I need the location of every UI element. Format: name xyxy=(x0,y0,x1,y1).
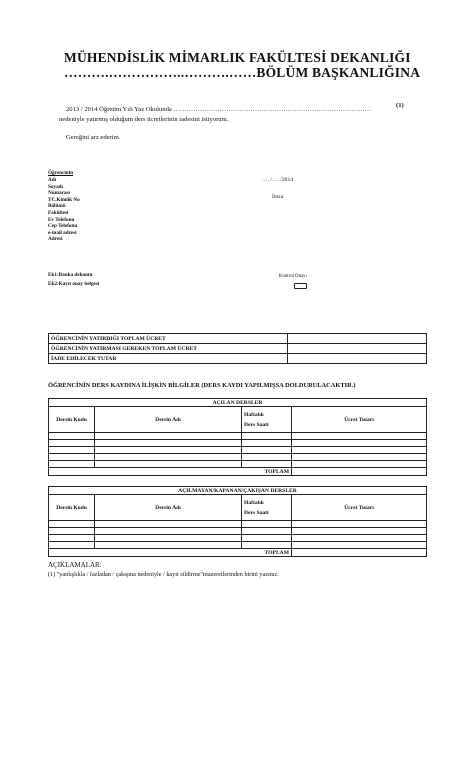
table-cell[interactable] xyxy=(49,521,95,528)
table-cell[interactable] xyxy=(242,528,292,535)
table-cell[interactable] xyxy=(292,528,427,535)
closed-courses-table xyxy=(48,486,427,557)
petition-line-1: 2013 / 2014 Öğretim Yılı Yaz Okulunda ……………………………………………………………………………… xyxy=(66,106,372,113)
summary-label-required: ÖĞRENCİNİN YATIRMASI GEREKEN TOPLAM ÜCRET xyxy=(49,344,288,354)
signature-label: İmza xyxy=(272,194,284,200)
col-header-hours xyxy=(242,407,292,433)
table-cell[interactable] xyxy=(95,528,242,535)
field-label-address: Adresi xyxy=(48,236,63,243)
closed-total-label: TOPLAM xyxy=(49,549,292,557)
table-row xyxy=(49,468,427,476)
summary-value-cell[interactable] xyxy=(288,334,427,344)
table-cell[interactable] xyxy=(49,454,95,461)
table-cell[interactable] xyxy=(242,433,292,440)
opened-total-label: TOPLAM xyxy=(49,468,292,476)
attachment-2: Ek2:Kayıt onay belgesi xyxy=(48,281,100,287)
table-cell[interactable] xyxy=(49,542,95,549)
col-header-hours-line-1: Haftalık xyxy=(244,411,264,418)
table-row xyxy=(49,454,427,461)
table-cell[interactable] xyxy=(49,461,95,468)
table-row xyxy=(49,487,427,495)
opened-courses-title: AÇILAN DERSLER xyxy=(49,399,427,407)
table-cell[interactable] xyxy=(292,535,427,542)
table-cell[interactable] xyxy=(242,542,292,549)
table-row xyxy=(49,334,427,344)
attachment-1: Ek1:Banka dekontu xyxy=(48,272,93,278)
field-label-mobile-phone: Cep Telefonu xyxy=(48,223,78,230)
field-label-faculty: Fakültesi xyxy=(48,209,69,216)
table-cell[interactable] xyxy=(242,521,292,528)
summary-label-paid: ÖĞRENCİNİN YATIRDIĞI TOPLAM ÜCRET xyxy=(49,334,288,344)
notes-line-1: (1) "yanlışlıkla / fazladan / çakışma nedeniyle / kayıt sildirme"mazeretlerinden birini yazınız. xyxy=(48,571,279,578)
table-cell[interactable] xyxy=(95,542,242,549)
closed-courses-title: AÇILMAYAN/KAPANAN/ÇAKIŞAN DERSLER xyxy=(49,487,427,495)
footnote-marker: (1) xyxy=(396,102,404,109)
table-cell[interactable] xyxy=(95,521,242,528)
table-cell[interactable] xyxy=(49,528,95,535)
col-header-hours xyxy=(242,495,292,521)
notes-heading: AÇIKLAMALAR: xyxy=(48,561,102,569)
table-row xyxy=(49,542,427,549)
col-header-fee: Ücret Tutarı xyxy=(292,495,427,521)
table-cell[interactable] xyxy=(242,454,292,461)
field-label-name: Adı xyxy=(48,177,57,183)
col-header-fee: Ücret Tutarı xyxy=(292,407,427,433)
table-row xyxy=(49,399,427,407)
table-cell[interactable] xyxy=(242,461,292,468)
date-field: …. /…. /2014 xyxy=(262,177,294,183)
table-cell[interactable] xyxy=(95,447,242,454)
petition-line-2: nedeniyle yatırmış olduğum ders ücretlerinin iadesini istiyorum. xyxy=(59,116,229,123)
table-cell[interactable] xyxy=(292,461,427,468)
table-cell[interactable] xyxy=(292,447,427,454)
summary-value-cell[interactable] xyxy=(288,344,427,354)
field-label-surname: Soyadı xyxy=(48,183,63,190)
table-row xyxy=(49,407,427,433)
col-header-code: Dersin Kodu xyxy=(49,407,95,433)
field-label-department: Bölümü xyxy=(48,203,66,210)
course-info-section-title: ÖĞRENCİNİN DERS KAYDINA İLİŞKİN BİLGİLER (DERS KAYDI YAPILMIŞSA DOLDURULACAKTIR.) xyxy=(48,382,356,389)
opened-total-value[interactable] xyxy=(292,468,427,476)
field-label-tc-id: TC.Kimlik No xyxy=(48,196,80,203)
table-cell[interactable] xyxy=(95,433,242,440)
table-row xyxy=(49,495,427,521)
table-cell[interactable] xyxy=(242,447,292,454)
table-cell[interactable] xyxy=(292,521,427,528)
table-cell[interactable] xyxy=(292,433,427,440)
table-row xyxy=(49,528,427,535)
field-label-home-phone: Ev Telefonu xyxy=(48,216,75,223)
col-header-hours-line-2: Ders Saati xyxy=(244,421,269,428)
fee-summary-table xyxy=(48,333,427,364)
col-header-hours-line-2: Ders Saati xyxy=(244,509,269,516)
control-approval-label: Kontrol Onayı xyxy=(279,274,307,279)
petition-closing: Gereğini arz ederim. xyxy=(66,134,121,141)
table-cell[interactable] xyxy=(95,535,242,542)
table-cell[interactable] xyxy=(95,461,242,468)
col-header-code: Dersin Kodu xyxy=(49,495,95,521)
student-field-list xyxy=(48,177,80,243)
col-header-hours-line-1: Haftalık xyxy=(244,499,264,506)
opened-courses-table xyxy=(48,398,427,476)
table-cell[interactable] xyxy=(95,440,242,447)
col-header-name: Dersin Adı xyxy=(95,495,242,521)
table-row xyxy=(49,461,427,468)
table-row xyxy=(49,447,427,454)
summary-label-refund: İADE EDİLECEK TUTAR xyxy=(49,354,288,364)
table-row xyxy=(49,440,427,447)
student-heading: Öğrencinin xyxy=(48,170,73,176)
closed-total-value[interactable] xyxy=(292,549,427,557)
header-line-2: ……….……………..……….……BÖLÜM BAŞKANLIĞINA xyxy=(64,65,421,80)
col-header-name: Dersin Adı xyxy=(95,407,242,433)
table-row xyxy=(49,433,427,440)
table-cell[interactable] xyxy=(292,542,427,549)
field-label-number: Numarası xyxy=(48,190,70,197)
table-cell[interactable] xyxy=(242,440,292,447)
control-approval-box[interactable] xyxy=(294,283,307,289)
header-line-1: MÜHENDİSLİK MİMARLIK FAKÜLTESİ DEKANLIĞI xyxy=(64,50,411,65)
table-cell[interactable] xyxy=(242,535,292,542)
table-row xyxy=(49,521,427,528)
table-row xyxy=(49,549,427,557)
table-row xyxy=(49,344,427,354)
table-cell[interactable] xyxy=(292,440,427,447)
table-cell[interactable] xyxy=(49,433,95,440)
summary-value-cell[interactable] xyxy=(288,354,427,364)
table-row xyxy=(49,535,427,542)
table-cell[interactable] xyxy=(49,440,95,447)
table-cell[interactable] xyxy=(49,447,95,454)
table-row xyxy=(49,354,427,364)
table-cell[interactable] xyxy=(49,535,95,542)
table-cell[interactable] xyxy=(95,454,242,461)
field-label-email: e-mail adresi xyxy=(48,229,77,236)
table-cell[interactable] xyxy=(292,454,427,461)
